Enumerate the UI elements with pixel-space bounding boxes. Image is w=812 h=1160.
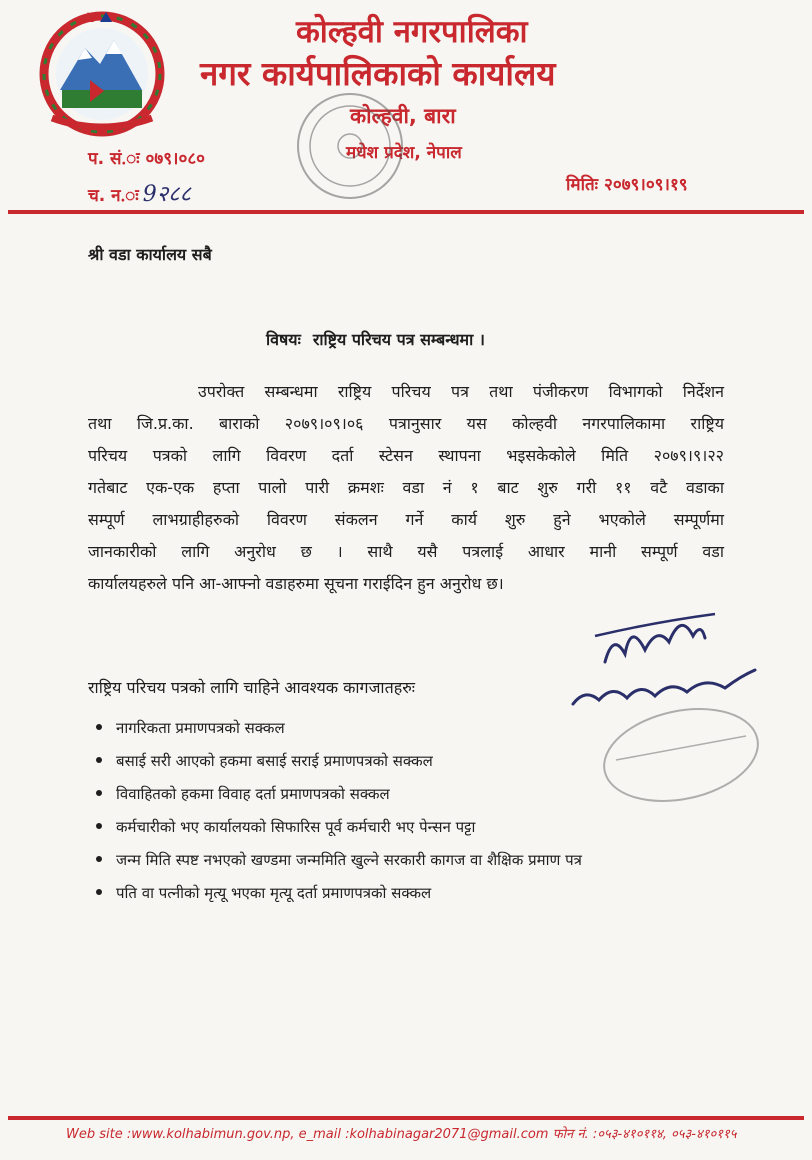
dispatch-number: [88, 178, 191, 208]
body-line: परिचय पत्रको लागि विवरण दर्ता स्टेसन स्थापना भइसकेकोले मिति २०७९।९।२२: [88, 446, 724, 465]
officer-seal-stamp: [596, 700, 766, 810]
requirements-title: राष्ट्रिय परिचय पत्रको लागि चाहिने आवश्यक कागजातहरुः: [88, 678, 415, 697]
office-name: नगर कार्यपालिकाको कार्यालय: [200, 54, 556, 93]
letter-date: मितिः २०७९।०९।१९: [566, 175, 688, 195]
list-item: [96, 850, 582, 883]
list-item-text: बसाई सरी आएको हकमा बसाई सराई प्रमाणपत्रको सक्कल: [116, 752, 433, 770]
list-item: [96, 883, 582, 916]
body-line: उपरोक्त सम्बन्धमा राष्ट्रिय परिचय पत्र तथा पंजीकरण विभागको निर्देशन: [198, 382, 724, 401]
office-seal-stamp: [292, 88, 408, 204]
office-city: कोल्हवी, बारा: [350, 104, 456, 128]
body-paragraph: [88, 376, 724, 600]
bullet-icon: [96, 889, 102, 895]
subject-text: राष्ट्रिय परिचय पत्र सम्बन्धमा ।: [312, 330, 485, 349]
bullet-icon: [96, 823, 102, 829]
nepal-emblem-icon: [30, 8, 175, 138]
list-item-text: जन्म मिति स्पष्ट नभएको खण्डमा जन्ममिति खुल्ने सरकारी कागज वा शैक्षिक प्रमाण पत्र: [116, 851, 582, 869]
footer-contact: Web site :www.kolhabimun.gov.np, e_mail :kolhabinagar2071@gmail.com फोन नं. :०५३-४१०११४, ०५३-४१०११५: [66, 1127, 737, 1142]
body-line: तथा जि.प्र.का. बाराको २०७९।०९।०६ पत्रानुसार यस कोल्हवी नगरपालिकामा राष्ट्रिय: [88, 414, 724, 433]
subject-label: विषयः: [266, 330, 301, 349]
addressee: श्री वडा कार्यालय सबै: [88, 245, 212, 264]
subject-line: [266, 328, 485, 350]
body-line: कार्यालयहरुले पनि आ-आफ्नो वडाहरुमा सूचना गराईदिन हुन अनुरोध छ।: [88, 574, 504, 593]
body-line: जानकारीको लागि अनुरोध छ । साथै यसै पत्रलाई आधार मानी सम्पूर्ण वडा: [88, 542, 724, 561]
bullet-icon: [96, 856, 102, 862]
requirements-list: [96, 718, 582, 916]
bullet-icon: [96, 757, 102, 763]
list-item: [96, 784, 582, 817]
office-province: मधेश प्रदेश, नेपाल: [346, 143, 462, 163]
dispatch-label: च. न.ः: [88, 186, 139, 206]
list-item: [96, 718, 582, 751]
bullet-icon: [96, 724, 102, 730]
list-item-text: नागरिकता प्रमाणपत्रको सक्कल: [116, 719, 285, 737]
list-item-text: पति वा पत्नीको मृत्यू भएका मृत्यू दर्ता प्रमाणपत्रको सक्कल: [116, 884, 432, 902]
municipality-name: कोल्हवी नगरपालिका: [296, 14, 528, 50]
body-line: गतेबाट एक-एक हप्ता पालो पारी क्रमशः वडा नं १ बाट शुरु गरी ११ वटै वडाका: [88, 478, 724, 497]
bullet-icon: [96, 790, 102, 796]
letter-number: प. सं.ः ०७९।०८०: [88, 149, 206, 169]
header-divider: [8, 210, 804, 214]
dispatch-number-handwritten: 9२८८: [142, 182, 192, 207]
list-item-text: विवाहितको हकमा विवाह दर्ता प्रमाणपत्रको सक्कल: [116, 785, 390, 803]
footer-divider: [8, 1116, 804, 1120]
list-item: [96, 751, 582, 784]
body-line: सम्पूर्ण लाभग्राहीहरुको विवरण संकलन गर्ने कार्य शुरु हुने भएकोले सम्पूर्णमा: [88, 510, 724, 529]
list-item: [96, 817, 582, 850]
list-item-text: कर्मचारीको भए कार्यालयको सिफारिस पूर्व कर्मचारी भए पेन्सन पट्टा: [116, 818, 476, 836]
